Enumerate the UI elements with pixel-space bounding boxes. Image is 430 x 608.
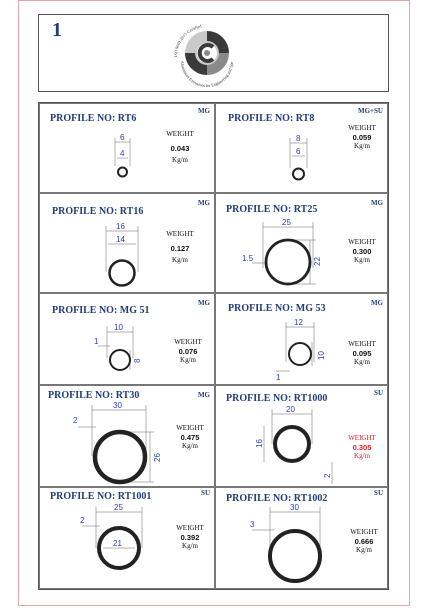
profile-title: PROFILE NO: RT1000 (226, 393, 328, 404)
profile-card-mg51 (39, 293, 215, 385)
dim-label: 2 (323, 473, 332, 478)
dim-label: 6 (296, 147, 301, 156)
profile-title: PROFILE NO: RT30 (48, 390, 140, 401)
weight-block (158, 230, 202, 265)
profile-title: PROFILE NO: RT1002 (226, 493, 328, 504)
material-tag: MG (197, 107, 210, 115)
weight-unit: Kg/m (354, 256, 370, 264)
weight-value: 0.475 (180, 433, 200, 442)
weight-label: WEIGHT (174, 338, 202, 346)
profile-card-rt30 (39, 385, 215, 487)
weight-label: WEIGHT (176, 424, 204, 432)
profile-title: PROFILE NO: RT25 (226, 204, 318, 215)
weight-block (340, 434, 384, 461)
dim-label: 14 (116, 235, 125, 244)
weight-value: 0.300 (352, 247, 372, 256)
dim-label: 4 (120, 149, 125, 158)
profile-drawing (98, 222, 148, 288)
page-number: 1 (52, 19, 62, 41)
profile-card-rt8 (215, 103, 388, 193)
weight-block (166, 338, 210, 365)
dim-label: 8 (133, 358, 142, 363)
profile-drawing (244, 502, 344, 588)
profile-title: PROFILE NO: RT1001 (50, 491, 152, 502)
profile-card-rt1000 (215, 385, 388, 487)
profile-drawing (102, 134, 142, 178)
material-tag: MG (370, 199, 383, 207)
header-box (38, 14, 389, 92)
weight-label: WEIGHT (348, 238, 376, 246)
dim-label: 16 (255, 439, 264, 448)
weight-block (340, 340, 384, 367)
tube-section-icon (275, 427, 309, 461)
dim-label: 25 (114, 503, 123, 512)
profile-drawing (278, 134, 318, 180)
dim-label: 2 (80, 516, 85, 525)
dim-label: 1 (276, 373, 281, 382)
material-tag: MG (370, 299, 383, 307)
profile-grid (38, 102, 389, 590)
profile-drawing (74, 502, 164, 584)
profile-card-mg53 (215, 293, 388, 385)
profile-card-rt25 (215, 193, 388, 293)
weight-value: 0.666 (354, 537, 374, 546)
material-tag: SU (201, 489, 210, 497)
dim-label: 16 (116, 222, 125, 231)
weight-block (340, 238, 384, 265)
tube-section-icon (110, 350, 130, 370)
profile-title: PROFILE NO: RT16 (52, 206, 144, 217)
weight-block (168, 424, 212, 451)
weight-value: 0.076 (178, 347, 198, 356)
material-tag: MG (197, 391, 210, 399)
profile-card-rt16 (39, 193, 215, 293)
weight-label: WEIGHT (166, 230, 194, 238)
dim-label: 10 (114, 323, 123, 332)
dim-label: 21 (113, 539, 122, 548)
tube-section-icon (118, 168, 127, 177)
dim-label: 25 (282, 218, 291, 227)
weight-block (342, 528, 386, 555)
dim-label: 26 (153, 453, 162, 462)
profile-card-rt6 (39, 103, 215, 193)
weight-value: 0.043 (170, 144, 190, 153)
dim-label: 8 (296, 134, 301, 143)
weight-unit: Kg/m (172, 156, 188, 164)
weight-unit: Kg/m (354, 358, 370, 366)
material-tag: MG (197, 199, 210, 207)
dim-label: 6 (120, 133, 125, 142)
logo-inner-text: Aluminium Extrusions for Engineering and Spe (179, 60, 235, 89)
tube-section-icon (95, 432, 145, 482)
material-tag: SU (374, 389, 383, 397)
weight-unit: Kg/m (180, 356, 196, 364)
weight-unit: Kg/m (182, 442, 198, 450)
dim-label: 1.5 (242, 254, 254, 263)
weight-label: WEIGHT (348, 340, 376, 348)
weight-unit: Kg/m (182, 542, 198, 550)
weight-block (168, 524, 212, 551)
weight-value: 0.095 (352, 349, 372, 358)
dim-label: 30 (113, 401, 122, 410)
material-tag: MG (197, 299, 210, 307)
weight-unit: Kg/m (172, 256, 188, 264)
weight-value: 0.305 (352, 443, 372, 452)
weight-unit: Kg/m (356, 546, 372, 554)
company-logo-icon (167, 17, 247, 89)
weight-label: WEIGHT (176, 524, 204, 532)
dim-label: 30 (290, 503, 299, 512)
profile-drawing (90, 322, 150, 374)
logo-outer-text: ISO 9001:2015 Certified (172, 23, 202, 58)
weight-block (158, 130, 202, 165)
weight-value: 0.127 (170, 244, 190, 253)
profile-card-rt1002 (215, 487, 388, 589)
profile-title: PROFILE NO: MG 53 (228, 303, 326, 314)
weight-unit: Kg/m (354, 142, 370, 150)
weight-label: WEIGHT (350, 528, 378, 536)
profile-title: PROFILE NO: MG 51 (52, 305, 150, 316)
dim-label: 2 (73, 416, 78, 425)
dim-label: 12 (294, 318, 303, 327)
profile-title: PROFILE NO: RT8 (228, 113, 315, 124)
profile-card-rt1001 (39, 487, 215, 589)
tube-section-icon (266, 240, 310, 284)
material-tag: MG+SU (358, 107, 383, 115)
weight-block (340, 124, 384, 151)
weight-unit: Kg/m (354, 452, 370, 460)
dim-label: 22 (313, 257, 322, 266)
tube-section-icon (110, 261, 135, 286)
profile-drawing (270, 318, 330, 380)
profile-drawing (242, 404, 342, 486)
material-tag: SU (374, 489, 383, 497)
weight-label: WEIGHT (166, 130, 194, 138)
profile-title: PROFILE NO: RT6 (50, 113, 137, 124)
dim-label: 3 (250, 520, 255, 529)
dim-label: 20 (286, 405, 295, 414)
weight-value: 0.059 (352, 133, 372, 142)
weight-label: WEIGHT (348, 124, 376, 132)
profile-drawing (70, 400, 170, 486)
tube-section-icon (270, 531, 320, 581)
weight-value: 0.392 (180, 533, 200, 542)
weight-label: WEIGHT (348, 434, 376, 442)
tube-section-icon (293, 169, 304, 180)
dim-label: 10 (317, 351, 326, 360)
dim-label: 1 (94, 337, 99, 346)
tube-section-icon (289, 343, 311, 365)
profile-drawing (226, 218, 336, 290)
